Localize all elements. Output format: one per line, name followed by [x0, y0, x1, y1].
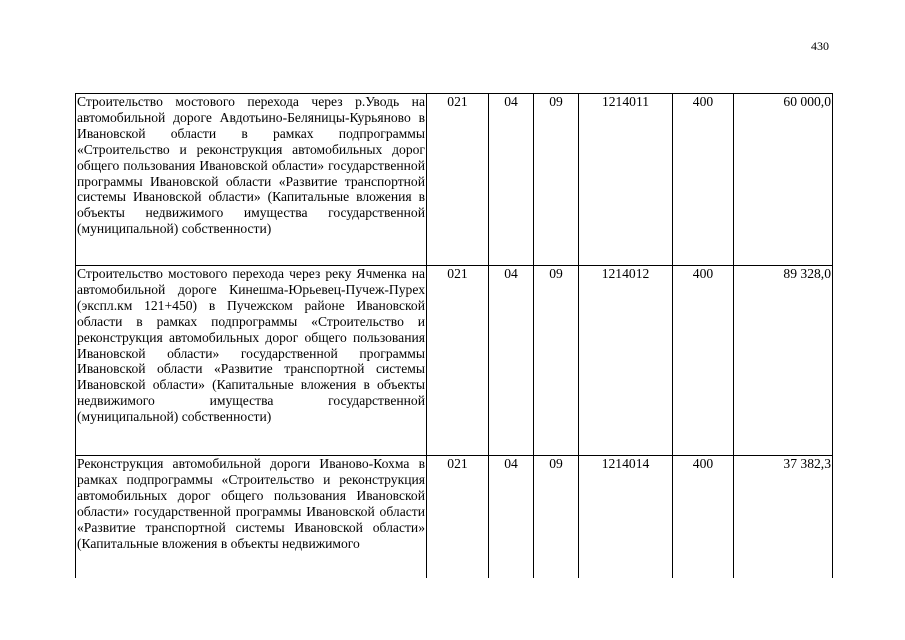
section-code: 04 [489, 94, 534, 266]
row-description: Строительство мостового перехода через р.Уводь на автомобильной дороге Авдотьино-Беляницы-Курьяново в Ивановской области в рамках подпрограммы «Строительство и реконструкция автомобильных дорог общего пользования Ивановской области» государственной программы Ивановской области «Развитие транспортной системы Ивановской области» (Капитальные вложения в объекты недвижимого имущества государственной (муниципальной) собственности) [76, 94, 427, 266]
target-article-code: 1214012 [579, 266, 673, 456]
budget-table [75, 93, 833, 578]
expense-type-code: 400 [673, 94, 734, 266]
subsection-code: 09 [534, 94, 579, 266]
row-description: Строительство мостового перехода через реку Ячменка на автомобильной дороге Кинешма-Юрьевец-Пучеж-Пурех (экспл.км 121+450) в Пучежском районе Ивановской области в рамках подпрограммы «Строительство и реконструкция автомобильных дорог общего пользования Ивановской области» государственной программы Ивановской области «Развитие транспортной системы Ивановской области» (Капитальные вложения в объекты недвижимого имущества государственной (муниципальной) собственности) [76, 266, 427, 456]
target-article-code: 1214011 [579, 94, 673, 266]
table-row [76, 456, 833, 578]
expense-type-code: 400 [673, 456, 734, 578]
table-row [76, 94, 833, 266]
row-description: Реконструкция автомобильной дороги Иваново-Кохма в рамках подпрограммы «Строительство и реконструкция автомобильных дорог общего пользования Ивановской области» государственной программы Ивановской области «Развитие транспортной системы Ивановской области» (Капитальные вложения в объекты недвижимого [76, 456, 427, 578]
admin-code: 021 [427, 266, 489, 456]
amount-value: 37 382,3 [734, 456, 833, 578]
amount-value: 60 000,0 [734, 94, 833, 266]
section-code: 04 [489, 456, 534, 578]
table-row [76, 266, 833, 456]
subsection-code: 09 [534, 266, 579, 456]
admin-code: 021 [427, 94, 489, 266]
amount-value: 89 328,0 [734, 266, 833, 456]
page-number: 430 [811, 39, 829, 53]
subsection-code: 09 [534, 456, 579, 578]
expense-type-code: 400 [673, 266, 734, 456]
admin-code: 021 [427, 456, 489, 578]
target-article-code: 1214014 [579, 456, 673, 578]
section-code: 04 [489, 266, 534, 456]
